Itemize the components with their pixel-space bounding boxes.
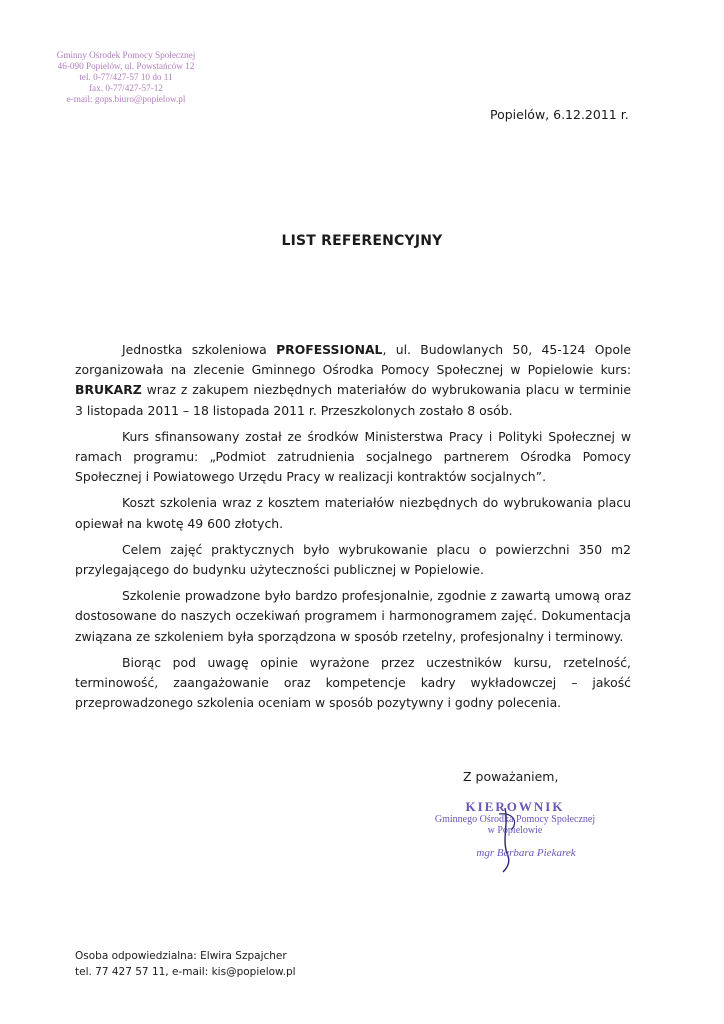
body-paragraph: Szkolenie prowadzone było bardzo profesjonalnie, zgodnie z zawartą umową oraz dostosowane do naszych oczekiwań programem i harmonogramem zajęć. Dokumentacja związana ze szkoleniem była sporządzona w sposób rzetelny, profesjonalny i terminowy. xyxy=(75,588,631,644)
body-paragraph: Biorąc pod uwagę opinie wyrażone przez uczestników kursu, rzetelność, terminowość, zaangażowanie oraz kompetencje kadry wykładowczej – jakość przeprowadzonego szkolenia oceniam w sposób pozytywny i godny polecenia. xyxy=(75,654,631,711)
stamp-line: tel. 0-77/427-57 10 do 11 xyxy=(79,72,173,82)
stamp-line: 46-090 Popielów, ul. Powstańców 12 xyxy=(57,61,195,71)
stamp-line: Gminny Ośrodek Pomocy Społecznej xyxy=(56,50,196,60)
institution-stamp xyxy=(38,50,214,105)
stamp-signer-name: mgr Barbara Piekarek xyxy=(476,847,576,859)
letter-body xyxy=(75,340,631,719)
paragraph-text: Jednostka szkoleniowa xyxy=(122,342,277,357)
body-paragraph: Kurs sfinansowany został ze środków Ministerstwa Pracy i Polityki Społecznej w ramach programu: „Podmiot zatrudnienia socjalnego partnerem Ośrodka Pomocy Społecznej i Powiatowego Urzędu Pracy w realizacji kontraktów socjalnych”. xyxy=(75,428,631,485)
contact-person: Osoba odpowiedzialna: Elwira Szpajcher xyxy=(75,950,287,962)
body-paragraph xyxy=(75,340,631,421)
contact-details: tel. 77 427 57 11, e-mail: kis@popielow.pl xyxy=(75,966,296,978)
closing-salutation: Z poważaniem, xyxy=(463,769,559,784)
stamp-place: w Popielowie xyxy=(487,825,543,836)
stamp-organization: Gminnego Ośrodka Pomocy Społecznej xyxy=(434,814,596,825)
letter-date: Popielów, 6.12.2011 r. xyxy=(490,107,629,122)
course-name: BRUKARZ xyxy=(75,382,142,398)
stamp-line: e-mail: gops.biuro@popielow.pl xyxy=(66,94,186,104)
body-paragraph: Koszt szkolenia wraz z kosztem materiałów niezbędnych do wybrukowania placu opiewał na kwotę 49 600 złotych. xyxy=(75,495,631,531)
footer-contact xyxy=(75,948,296,980)
paragraph-text: wraz z zakupem niezbędnych materiałów do wybrukowania placu w terminie 3 listopada 2011 – 18 listopada 2011 r. Przeszkolonych zostało 8 osób. xyxy=(75,382,631,418)
signature-stamp xyxy=(430,800,600,861)
company-name: PROFESSIONAL xyxy=(276,342,383,357)
body-paragraph: Celem zajęć praktycznych było wybrukowanie placu o powierzchni 350 m2 przylegającego do budynku użyteczności publicznej w Popielowie. xyxy=(75,541,631,578)
stamp-head: KIEROWNIK xyxy=(465,799,565,814)
letter-title: LIST REFERENCYJNY xyxy=(281,233,443,249)
paragraph-text: , ul. Budowlanych 50, 45-124 Opole zorganizowała na zlecenie Gminnego Ośrodka Pomocy Społecznej w Popielowie kurs: xyxy=(75,342,632,378)
stamp-line: fax. 0-77/427-57-12 xyxy=(89,83,163,93)
